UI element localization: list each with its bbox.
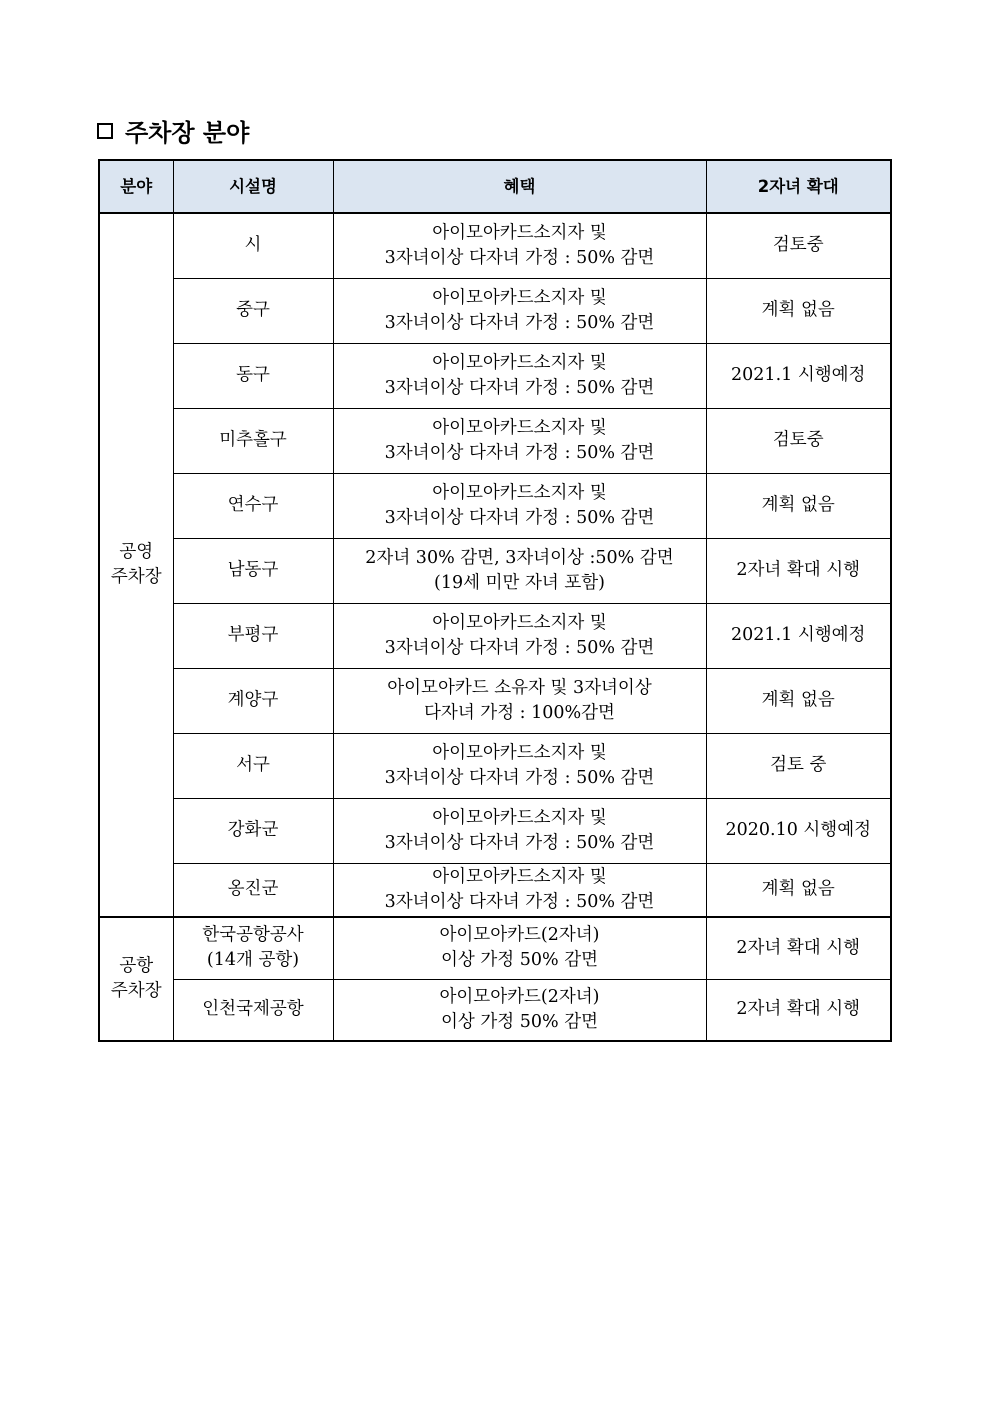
category-cell-public: 공영 주차장: [99, 213, 173, 917]
benefit-cell: 아이모아카드소지자 및 3자녀이상 다자녀 가정 : 50% 감면: [333, 278, 706, 343]
facility-cell: 시: [173, 213, 333, 278]
expansion-cell: 검토중: [706, 408, 891, 473]
benefit-cell: 아이모아카드소지자 및 3자녀이상 다자녀 가정 : 50% 감면: [333, 863, 706, 917]
benefit-cell: 2자녀 30% 감면, 3자녀이상 :50% 감면 (19세 미만 자녀 포함): [333, 538, 706, 603]
category-cell-airport: 공항 주차장: [99, 917, 173, 1041]
table-row: [99, 408, 891, 473]
facility-cell: 옹진군: [173, 863, 333, 917]
facility-cell: 남동구: [173, 538, 333, 603]
header-facility: 시설명: [173, 160, 333, 213]
header-category: 분야: [99, 160, 173, 213]
benefit-cell: 아이모아카드소지자 및 3자녀이상 다자녀 가정 : 50% 감면: [333, 733, 706, 798]
benefit-cell: 아이모아카드소지자 및 3자녀이상 다자녀 가정 : 50% 감면: [333, 603, 706, 668]
header-expansion: 2자녀 확대: [706, 160, 891, 213]
table-row: [99, 979, 891, 1041]
table-row: [99, 863, 891, 917]
table-header-row: [99, 160, 891, 213]
table-row: [99, 733, 891, 798]
table-row: [99, 668, 891, 733]
facility-cell: 연수구: [173, 473, 333, 538]
expansion-cell: 2021.1 시행예정: [706, 603, 891, 668]
table-row: [99, 473, 891, 538]
table-row: [99, 213, 891, 278]
expansion-cell: 계획 없음: [706, 668, 891, 733]
table-row: [99, 917, 891, 979]
benefit-cell: 아이모아카드소지자 및 3자녀이상 다자녀 가정 : 50% 감면: [333, 343, 706, 408]
table-row: [99, 343, 891, 408]
expansion-cell: 2020.10 시행예정: [706, 798, 891, 863]
expansion-cell: 2021.1 시행예정: [706, 343, 891, 408]
facility-cell: 동구: [173, 343, 333, 408]
expansion-cell: 검토중: [706, 213, 891, 278]
parking-benefit-table: [98, 159, 892, 1042]
section-title-text: 주차장 분야: [125, 119, 250, 147]
header-benefit: 혜택: [333, 160, 706, 213]
expansion-cell: 계획 없음: [706, 473, 891, 538]
facility-cell: 인천국제공항: [173, 979, 333, 1041]
benefit-cell: 아이모아카드소지자 및 3자녀이상 다자녀 가정 : 50% 감면: [333, 408, 706, 473]
expansion-cell: 2자녀 확대 시행: [706, 979, 891, 1041]
section-title: [97, 113, 249, 148]
facility-cell: 한국공항공사 (14개 공항): [173, 917, 333, 979]
expansion-cell: 계획 없음: [706, 863, 891, 917]
table-row: [99, 798, 891, 863]
expansion-cell: 2자녀 확대 시행: [706, 917, 891, 979]
table-row: [99, 278, 891, 343]
table-row: [99, 603, 891, 668]
benefit-cell: 아이모아카드(2자녀) 이상 가정 50% 감면: [333, 979, 706, 1041]
table-row: [99, 538, 891, 603]
facility-cell: 계양구: [173, 668, 333, 733]
expansion-cell: 검토 중: [706, 733, 891, 798]
expansion-cell: 2자녀 확대 시행: [706, 538, 891, 603]
benefit-cell: 아이모아카드 소유자 및 3자녀이상 다자녀 가정 : 100%감면: [333, 668, 706, 733]
benefit-cell: 아이모아카드(2자녀) 이상 가정 50% 감면: [333, 917, 706, 979]
facility-cell: 미추홀구: [173, 408, 333, 473]
facility-cell: 부평구: [173, 603, 333, 668]
benefit-cell: 아이모아카드소지자 및 3자녀이상 다자녀 가정 : 50% 감면: [333, 473, 706, 538]
facility-cell: 서구: [173, 733, 333, 798]
facility-cell: 강화군: [173, 798, 333, 863]
expansion-cell: 계획 없음: [706, 278, 891, 343]
facility-cell: 중구: [173, 278, 333, 343]
benefit-cell: 아이모아카드소지자 및 3자녀이상 다자녀 가정 : 50% 감면: [333, 798, 706, 863]
checkbox-square-icon: [97, 123, 113, 139]
benefit-cell: 아이모아카드소지자 및 3자녀이상 다자녀 가정 : 50% 감면: [333, 213, 706, 278]
